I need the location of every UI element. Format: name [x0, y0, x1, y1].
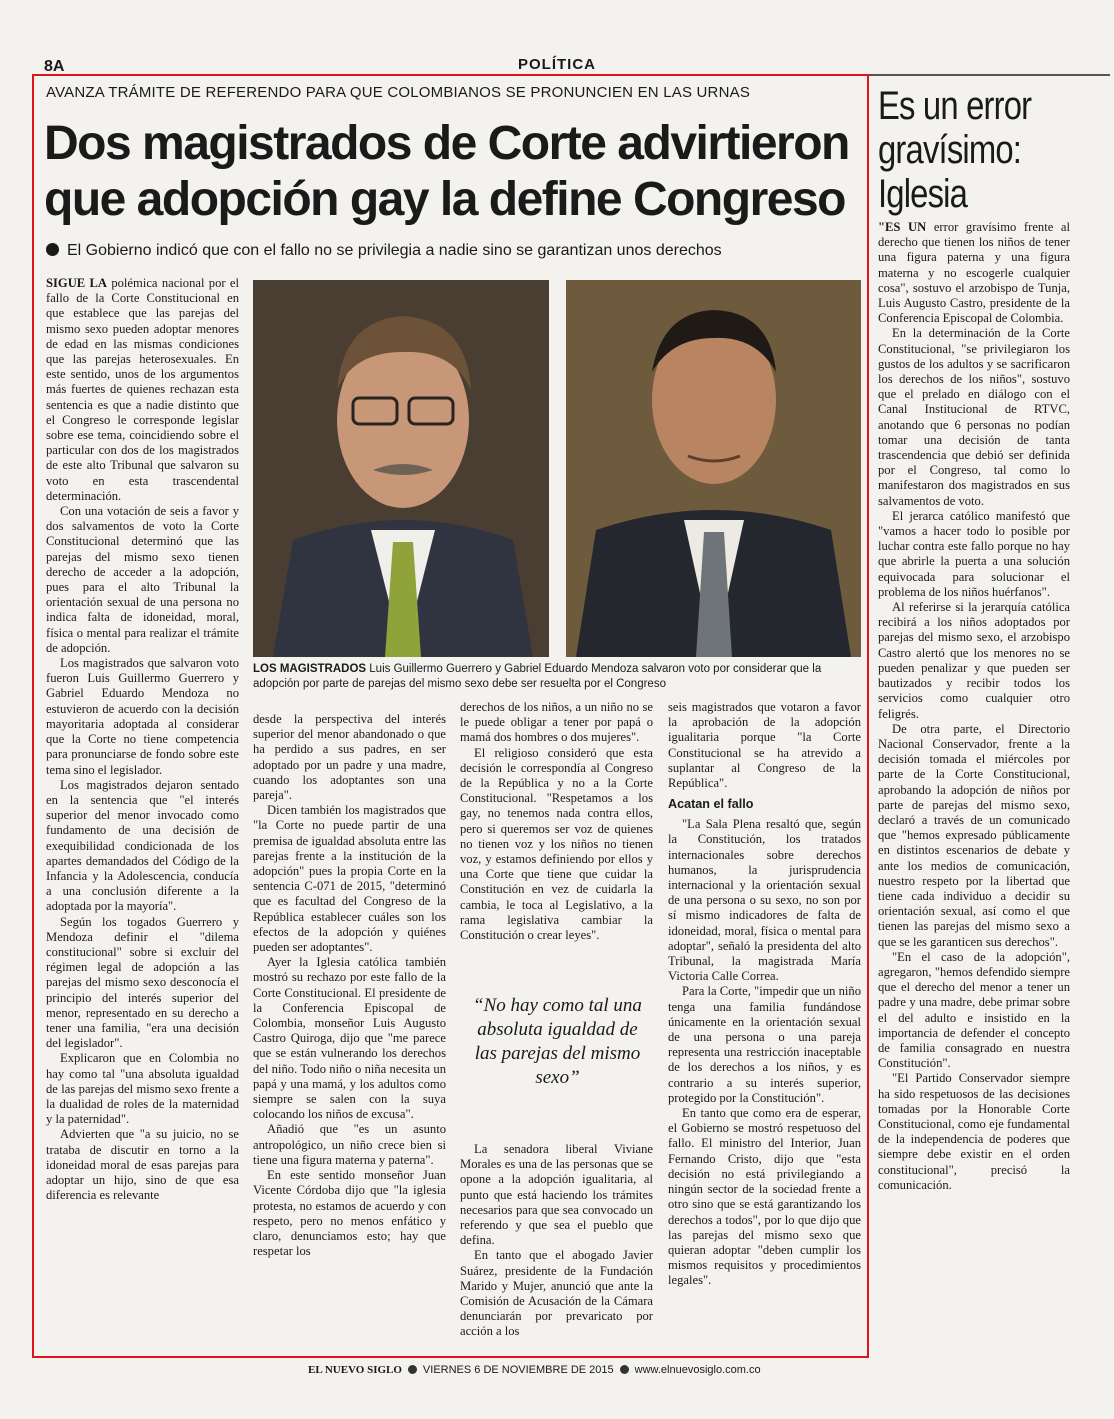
sidebar-title: Es un error gravísimo: Iglesia	[878, 84, 1032, 216]
paragraph-text: error gravísimo frente al derecho que tienen los niños de tener una figura paterna y una figura materna y no escogerle cualquier cosa", sostuvo el arzobispo de Tunja, Luis Augusto Castro, presidente de la Conferencia Episcopal de Colombia.	[878, 220, 1070, 326]
paragraph	[878, 220, 1070, 326]
article-kicker: AVANZA TRÁMITE DE REFERENDO PARA QUE COLOMBIANOS SE PRONUNCIEN EN LAS URNAS	[46, 84, 751, 101]
section-label: POLÍTICA	[518, 56, 596, 73]
paragraph: De otra parte, el Directorio Nacional Conservador, frente a la decisión tomada el miércoles por parte de la Corte Constitucional, aprobando la adopción de niños por parte de parejas del mismo sexo, declaró a través de un comunicado que "hemos expresado públicamente en distintos escenarios de debate y ante los medios de comunicación, nuestro respeto por la libertad que tiene cada individuo a decidir su orientación sexual, así como el que tienen las parejas del mismo sexo a que se les garanticen sus derechos".	[878, 721, 1070, 949]
photo-magistrate-mendoza	[566, 280, 861, 657]
paragraph-text: polémica nacional por el fallo de la Corte Constitucional en que establece que las parejas del mismo sexo pueden adoptar menores de edad en las mismas condiciones que las parejas heterosexuales. En este sentido, unos de los argumentos más fuertes de quienes rechazan esta sentencia es que a nadie distinto que el Congreso le corresponde legislar sobre ese tema, coincidiendo sobre el particular con dos de los magistrados de este alto Tribunal que salvaron su voto en esta trascendental determinación.	[46, 276, 239, 503]
portrait-left-icon	[253, 280, 549, 657]
article-column-2	[253, 712, 446, 1352]
article-column-1	[46, 276, 239, 1354]
dot-icon	[408, 1365, 417, 1374]
paragraph: La senadora liberal Viviane Morales es una de las personas que se opone a la adopción igualitaria, al punto que está haciendo los trámites necesarios para que sea convocado un referendo y que sea el pueblo que defina.	[460, 1142, 653, 1248]
paragraph: En tanto que como era de esperar, el Gobierno se mostró respetuoso del fallo. El ministro del Interior, Juan Fernando Cristo, dijo que "esta decisión no está privilegiando a ningún sector de la sociedad frente a otro sino que se está garantizando los derechos a todos", por lo que dijo que las parejas del mismo sexo que quieran adoptar "deben cumplir los mismos requisitos y procedimientos legales".	[668, 1106, 861, 1288]
sidebar-column	[878, 220, 1070, 1354]
portrait-right-icon	[566, 280, 861, 657]
paragraph: "En el caso de la adopción", agregaron, "hemos defendido siempre que el derecho del menor a tener un padre y una madre, debe primar sobre el del adulto e insistido en la importancia de defender el concepto de familia consagrado en nuestra Constitución".	[878, 949, 1070, 1071]
paragraph: Advierten que "a su juicio, no se trataba de discutir en torno a la idoneidad moral de esas parejas para adoptar un hijo, sino de que esa diferencia es relevante	[46, 1127, 239, 1203]
footer-url[interactable]: www.elnuevosiglo.com.co	[634, 1364, 761, 1376]
paragraph: En la determinación de la Corte Constitucional, "se privilegiaron los gustos de los adultos y se sacrificaron los derechos de los niños", sostuvo que el prelado en diálogo con el Canal Institucional de RTVC, anotando que 6 personas no podían tomar una decisión de tanta trascendencia que debió ser definida por el Congreso, tal como lo manifestaron dos magistrados en sus salvamentos de voto.	[878, 326, 1070, 508]
pull-quote: “No hay como tal una absoluta igualdad de las parejas del mismo sexo”	[473, 995, 642, 1088]
lead-word: "ES UN	[878, 220, 927, 234]
dot-icon	[620, 1365, 629, 1374]
paragraph: "El Partido Conservador siempre ha sido respetuosos de las decisiones tomadas por la Honorable Corte Constitucional, como eje fundamental de la independencia de poderes que siempre debe existir en el orden constitucional", precisó la comunicación.	[878, 1071, 1070, 1192]
lead-word: SIGUE LA	[46, 276, 108, 290]
caption-text: Luis Guillermo Guerrero y Gabriel Eduardo Mendoza salvaron voto por considerar que la adopción por parte de parejas del mismo sexo debe ser resuelta por el Congreso	[253, 663, 822, 690]
paragraph: Dicen también los magistrados que "la Corte no puede partir de una premisa de igualdad absoluta entre las parejas frente a la institución de la adopción" pues la propia Corte en la sentencia C-071 de 2015, "determinó que es facultad del Congreso de la República establecer cuáles son los efectos de la adopción y quiénes pueden ser adoptantes".	[253, 803, 446, 955]
subhead-text: El Gobierno indicó que con el fallo no se privilegia a nadie sino se garantizan unos derechos	[67, 242, 722, 259]
paragraph: desde la perspectiva del interés superior del menor abandonado o que ha perdido a sus padres, en ser adoptado por un padre y una madre, cuando los adoptantes son una pareja".	[253, 712, 446, 803]
paragraph: Los magistrados dejaron sentado en la sentencia que "el interés superior del menor invocado como fundamento de una decisión de exequibilidad condicionada de los apartes demandados del Código de la Infancia y la Adolescencia, conducía a una conclusión diferente a la adoptada por la mayoría".	[46, 777, 239, 914]
paragraph: El jerarca católico manifestó que "vamos a hacer todo lo posible por luchar contra este fallo porque no hay que abrirle la puerta a una solución equivocada para solucionar el problema de los niños huérfanos".	[878, 508, 1070, 599]
caption-lead: LOS MAGISTRADOS	[253, 663, 367, 675]
paragraph: Añadió que "es un asunto antropológico, un niño crece bien si tiene una figura materna y paterna".	[253, 1122, 446, 1167]
article-column-3-continued	[460, 1142, 653, 1352]
paragraph: seis magistrados que votaron a favor la aprobación de la adopción igualitaria porque "la Corte Constitucional se ha atrevido a suplantar al Congreso de la República".	[668, 700, 861, 791]
photo-caption	[253, 662, 861, 692]
photo-magistrate-guerrero	[253, 280, 549, 657]
footer-date: VIERNES 6 DE NOVIEMBRE DE 2015	[422, 1364, 614, 1376]
paragraph	[46, 276, 239, 504]
subheading: Acatan el fallo	[668, 797, 754, 812]
paragraph: El religioso consideró que esta decisión le correspondía al Congreso de la República y no a la Corte Constitucional. "Respetamos a los gay, no tenemos nada contra ellos, pero si queremos ser voz de quienes no tienen voz y los niños no tienen voz, y estamos definiendo por ellos y una Corte que tiene que cuidar la Constitución en vez de cuidarla la cambia, le toca al Legislativo, a la rama legislativa cambiar la Constitución o crear leyes".	[460, 745, 653, 943]
paragraph: Explicaron que en Colombia no hay como tal "una absoluta igualdad de las parejas del mismo sexo frente a la dualidad de roles de la maternidad y la paternidad".	[46, 1051, 239, 1127]
paragraph: Según los togados Guerrero y Mendoza definir el "dilema constitucional" sobre si excluir del régimen legal de adopción a las parejas del mismo sexo desconocía el principio del interés superior del menor, representado en su derecho a tener una familia, "era una decisión del legislador".	[46, 914, 239, 1051]
paragraph: "La Sala Plena resaltó que, según la Constitución, los tratados internacionales sobre derechos humanos, la jurisprudencia internacional y la orientación sexual de una persona o su sexo, no son por sí mismo indicadores de falta de idoneidad, moral, física o mental para adoptar", señaló la presidenta del alto Tribunal, la magistrada María Victoria Calle Correa.	[668, 817, 861, 984]
paragraph: En tanto que el abogado Javier Suárez, presidente de la Fundación Marido y Mujer, anunció que ante la Comisión de Acusación de la Cámara denunciarán por prevaricato por acción a los	[460, 1248, 653, 1339]
paragraph: Ayer la Iglesia católica también mostró su rechazo por este fallo de la Corte Constitucional. El presidente de la Conferencia Episcopal de Colombia, monseñor Luis Augusto Castro Quiroga, dijo que "me parece que se están vulnerando los derechos del niño. Todo niño o niña necesita un papá y una mamá, y los adultos como siempre se salen con la suya colocando los niños de excusa".	[253, 955, 446, 1122]
paragraph: Los magistrados que salvaron voto fueron Luis Guillermo Guerrero y Gabriel Eduardo Mendoza no estuvieron de acuerdo con la decisión mayoritaria adoptada al considerar que la Corte no tiene competencia para pronunciarse de fondo sobre este tema sino el legislador.	[46, 656, 239, 777]
paragraph: Con una votación de seis a favor y dos salvamentos de voto la Corte Constitucional determinó que las parejas del mismo sexo tienen derecho de acceder a la adopción, pues para el alto Tribunal la orientación sexual de una persona no indica falta de idoneidad, moral, física o mental para realizar el trámite de adopción.	[46, 504, 239, 655]
article-subhead	[46, 242, 866, 260]
paragraph: En este sentido monseñor Juan Vicente Córdoba dijo que "la iglesia protesta, no estamos de acuerdo y con respeto, pero no menos enfático y claro, denunciamos esto; hay que respetar los	[253, 1168, 446, 1259]
newspaper-logo: EL NUEVO SIGLO	[308, 1364, 402, 1376]
paragraph: Para la Corte, "impedir que un niño tenga una familia fundándose únicamente en la orientación sexual de una persona o una pareja representa una restricción inaceptable de los derechos a los niños, y es contrario a su interés superior, protegido por la Constitución".	[668, 984, 861, 1105]
article-column-4	[668, 700, 861, 1352]
article-column-3	[460, 700, 653, 976]
page-footer	[308, 1364, 761, 1376]
paragraph: Al referirse si la jerarquía católica recibirá a los niños adoptados por parejas del mismo sexo, el arzobispo Castro alertó que los menores no se pueden penalizar y que pueden ser bautizados y recibir todos los servicios como cualquier otro feligrés.	[878, 600, 1070, 721]
bullet-icon	[46, 243, 59, 256]
page-number: 8A	[44, 58, 65, 75]
paragraph: derechos de los niños, a un niño no se le puede obligar a tener por papá o mamá dos hombres o dos mujeres".	[460, 700, 653, 745]
article-headline: Dos magistrados de Corte advirtieron que adopción gay la define Congreso	[44, 117, 849, 226]
